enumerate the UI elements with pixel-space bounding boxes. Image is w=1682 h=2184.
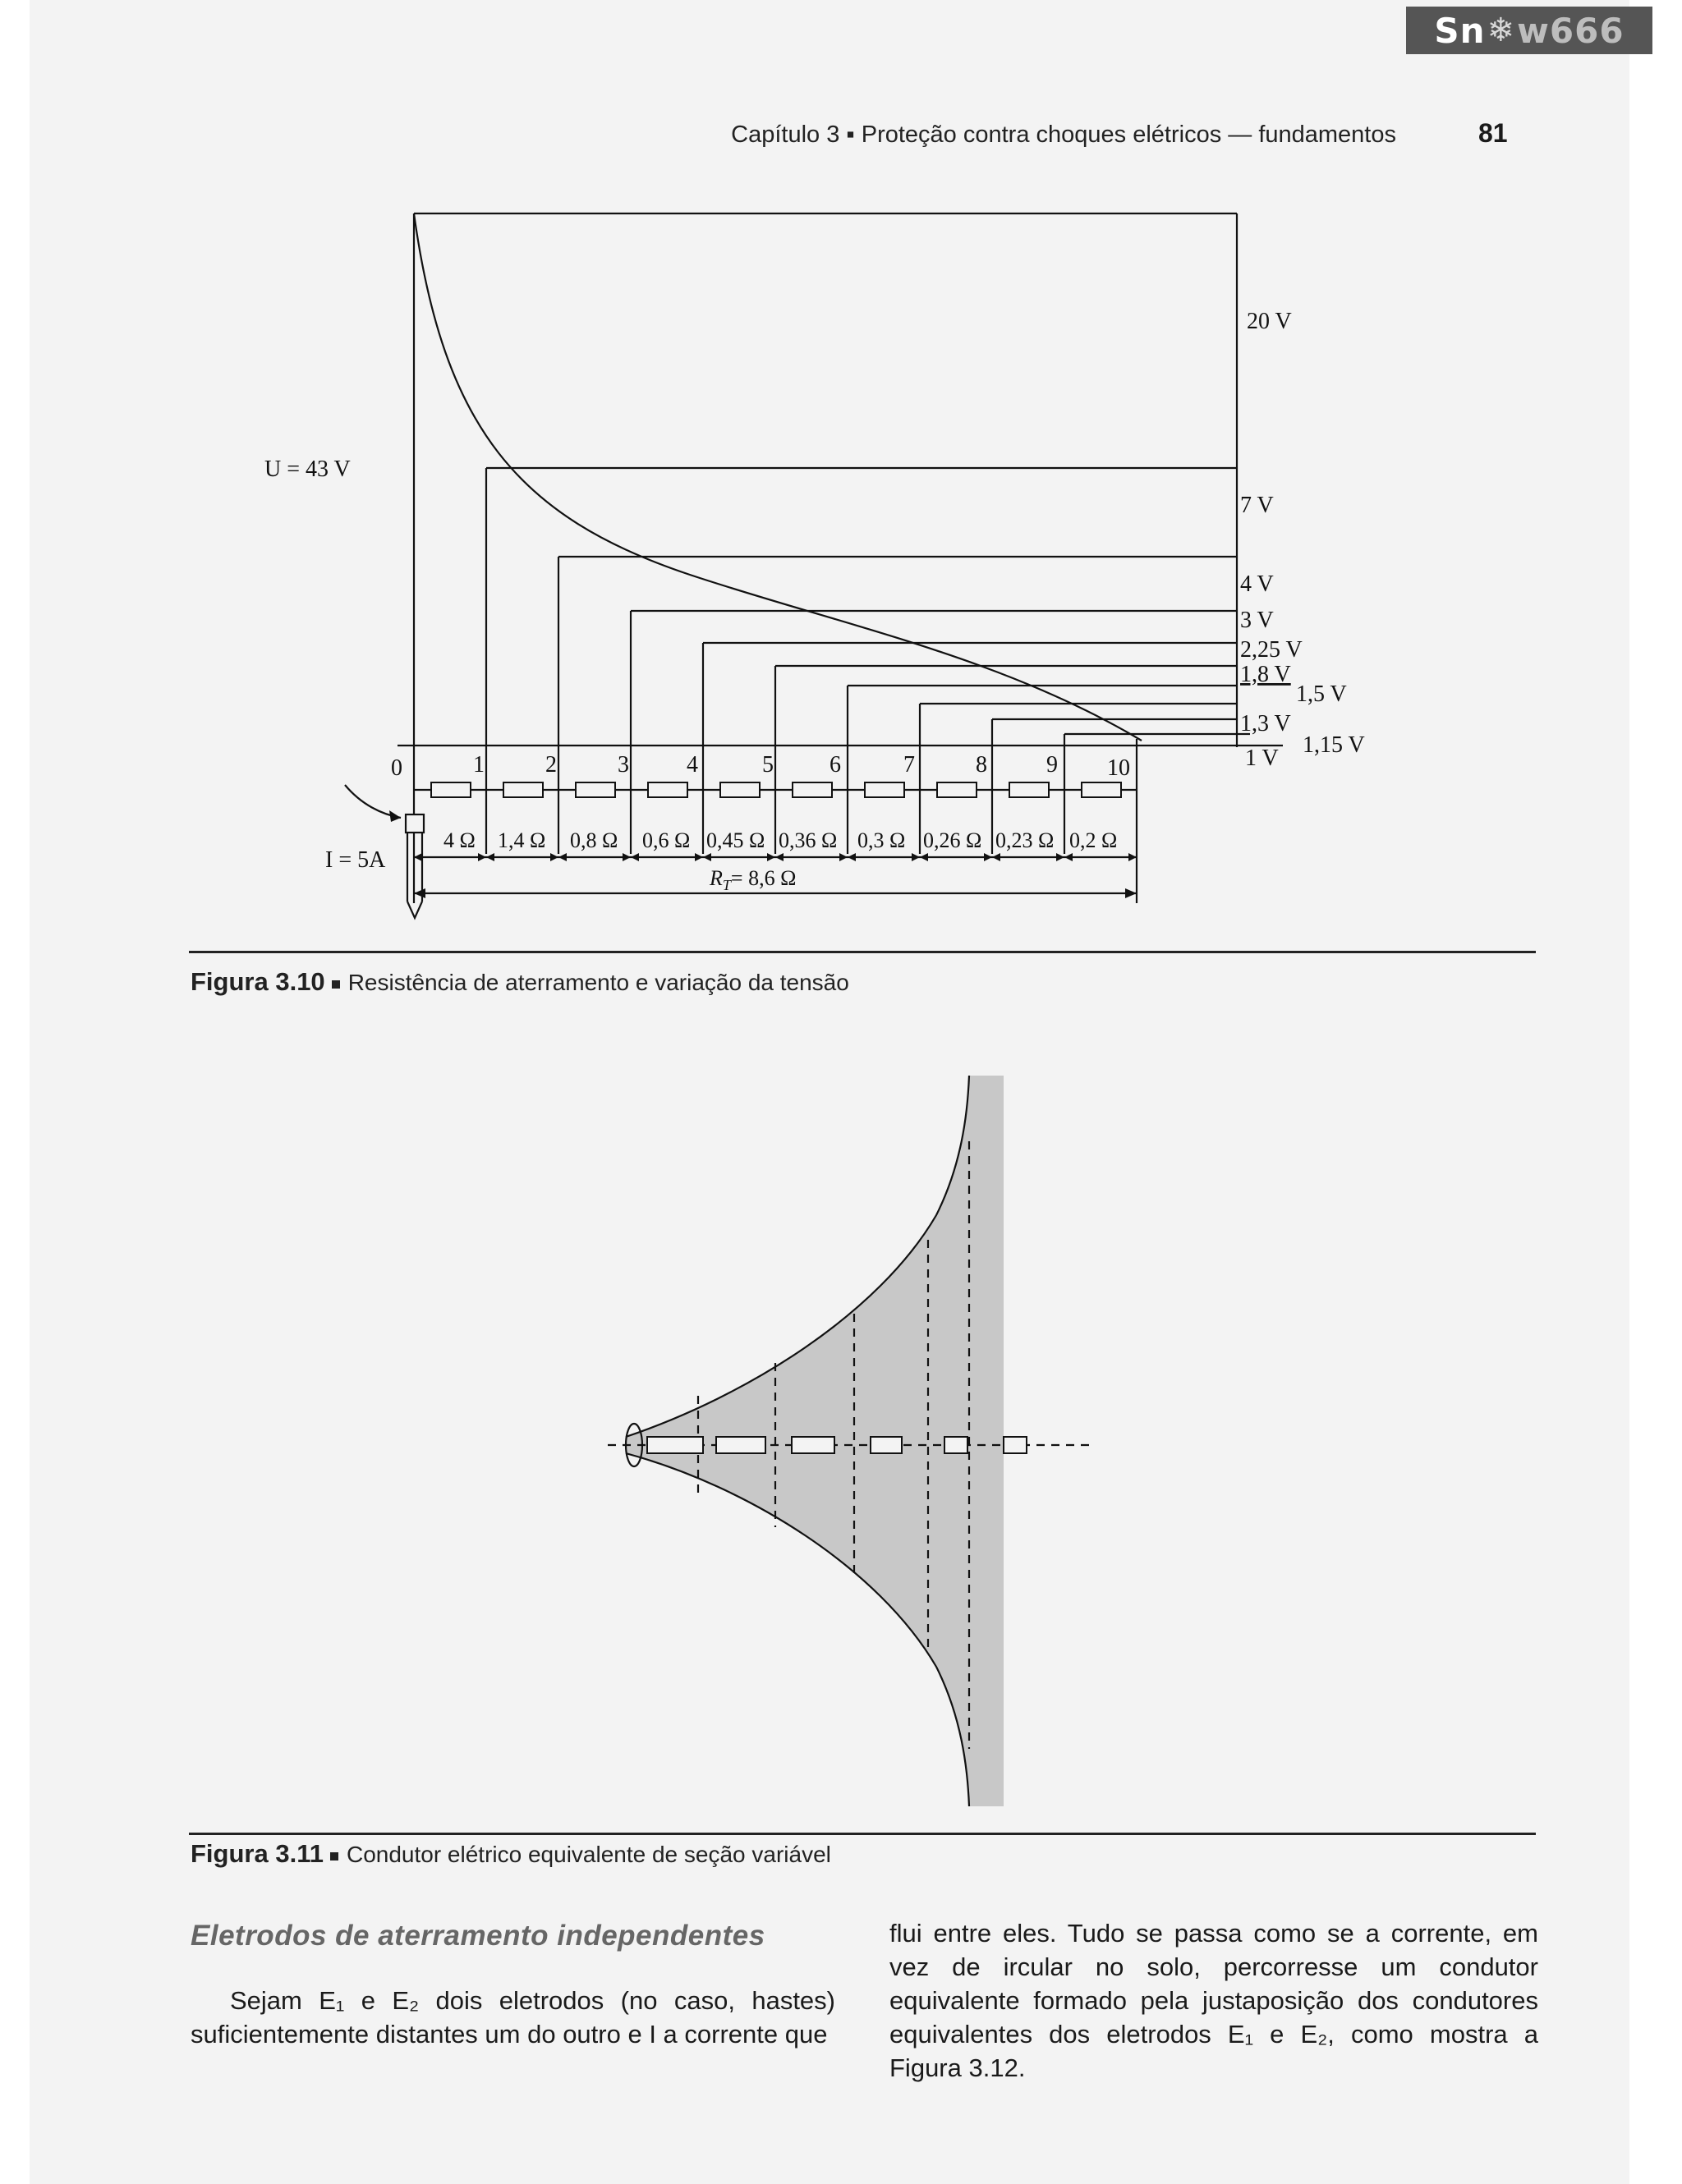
watermark-suffix: w666 — [1517, 10, 1625, 51]
voltage-label-7v: 7 V — [1240, 493, 1274, 518]
running-head: Capítulo 3 ▪ Proteção contra choques elétricos — fundamentos — [731, 122, 1396, 148]
segment-resistance-10: 0,2 Ω — [1069, 828, 1118, 852]
position-label-9: 9 — [1046, 752, 1058, 778]
voltage-label-20v: 20 V — [1247, 309, 1292, 334]
position-label-7: 7 — [903, 752, 915, 778]
voltage-label-3v: 3 V — [1240, 608, 1274, 633]
snowflake-icon: ❄ — [1487, 11, 1516, 49]
page-number: 81 — [1478, 118, 1508, 148]
segment-resistance-9: 0,23 Ω — [995, 828, 1055, 852]
segment-resistance-8: 0,26 Ω — [923, 828, 982, 852]
segment-resistance-7: 0,3 Ω — [857, 828, 906, 852]
segment-resistance-3: 0,8 Ω — [570, 828, 618, 852]
figure-3-10-caption-text: Resistência de aterramento e variação da tensão — [347, 970, 849, 995]
voltage-label-1v: 1 V — [1245, 746, 1279, 771]
figure-3-11-caption-text: Condutor elétrico equivalente de seção variável — [346, 1842, 831, 1867]
position-label-5: 5 — [762, 752, 774, 778]
voltage-label-1-8v: 1,8 V — [1240, 662, 1291, 687]
position-label-3: 3 — [618, 752, 629, 778]
bullet-icon — [330, 1852, 338, 1861]
figure-3-11-caption — [191, 1839, 831, 1869]
position-label-1: 1 — [473, 752, 485, 778]
left-column-paragraph: Sejam E₁ e E₂ dois eletrodos (no caso, hastes) suficientemente distantes um do outro e I a corrente que — [191, 1986, 835, 2049]
figure-3-10-rule — [189, 951, 1536, 953]
figure-3-10-diagram — [264, 197, 1413, 936]
voltage-label-2-25v: 2,25 V — [1240, 637, 1303, 663]
section-heading: Eletrodos de aterramento independentes — [191, 1920, 765, 1952]
segment-resistance-5: 0,45 Ω — [706, 828, 765, 852]
position-label-0: 0 — [391, 755, 402, 781]
watermark-prefix: Sn — [1434, 10, 1486, 51]
figure-3-11-diagram — [600, 1067, 1109, 1823]
total-resistance-label: $R_T= 8,6$ Ω — [710, 866, 797, 893]
segment-resistance-4: 0,6 Ω — [642, 828, 691, 852]
position-label-6: 6 — [830, 752, 841, 778]
figure-3-10-caption — [191, 967, 849, 997]
current-label: I = 5A — [325, 847, 386, 873]
segment-resistance-6: 0,36 Ω — [779, 828, 838, 852]
position-label-10: 10 — [1107, 755, 1130, 781]
right-column-paragraph: flui entre eles. Tudo se passa como se a corrente, em vez de ircular no solo, percorresse um condutor equivalente formado pela justaposição dos condutores equivalentes dos eletrodos E₁ e E₂, como mostra a Figura 3.12. — [889, 1919, 1538, 2082]
position-label-2: 2 — [545, 752, 557, 778]
voltage-label-1-5v: 1,5 V — [1296, 681, 1347, 707]
watermark-logo — [1406, 7, 1652, 54]
position-label-8: 8 — [976, 752, 987, 778]
voltage-label-1-15v: 1,15 V — [1303, 732, 1365, 758]
figure-3-11-rule — [189, 1833, 1536, 1835]
segment-resistance-2: 1,4 Ω — [498, 828, 546, 852]
figure-3-10-label: Figura 3.10 — [191, 967, 325, 996]
voltage-label-4v: 4 V — [1240, 571, 1274, 597]
segment-resistance-1: 4 Ω — [443, 828, 476, 852]
voltage-label-1-3v: 1,3 V — [1240, 711, 1291, 736]
figure-3-11-label: Figura 3.11 — [191, 1839, 324, 1868]
position-label-4: 4 — [687, 752, 698, 778]
total-voltage-label: U = 43 V — [264, 457, 351, 482]
bullet-icon — [332, 980, 340, 989]
